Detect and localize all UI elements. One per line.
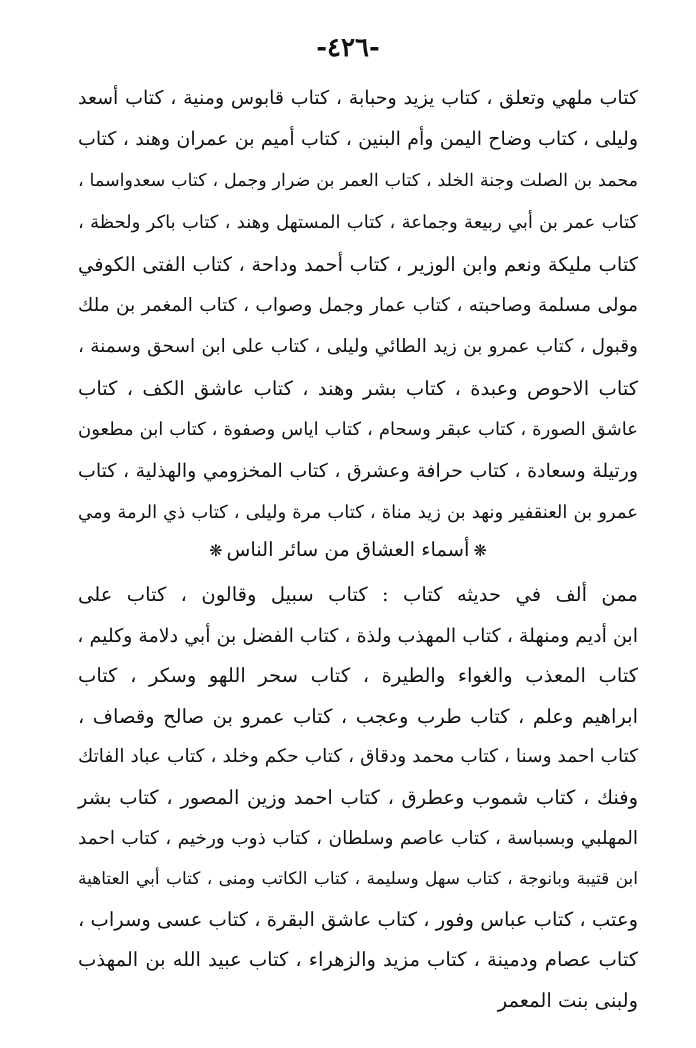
text-line: المهلبي وبسباسة ، كتاب عاصم وسلطان ، كتاب ذوب ورخيم ، كتاب احمد bbox=[78, 827, 638, 849]
text-line: كتاب احمد وسنا ، كتاب محمد ودقاق ، كتاب حكم وخلد ، كتاب عباد الفاتك bbox=[78, 746, 638, 768]
text-line: ابراهيم وعلم ، كتاب طرب وعجب ، كتاب عمرو بن صالح وقصاف ، bbox=[78, 704, 638, 728]
text-line: ورتيلة وسعادة ، كتاب حرافة وعشرق ، كتاب المخزومي والهذلية ، كتاب bbox=[78, 459, 638, 482]
text-line: كتاب مليكة ونعم وابن الوزير ، كتاب أحمد وداحة ، كتاب الفتى الكوفي bbox=[78, 252, 638, 276]
section-heading-text: أسماء العشاق من سائر الناس bbox=[226, 538, 470, 561]
page-number: -٤٢٦- bbox=[316, 33, 380, 63]
text-line: عمرو بن العنقفير ونهد بن زيد مناة ، كتاب مرة وليلى ، كتاب ذي الرمة ومي bbox=[78, 501, 638, 523]
ornament-icon: ❋ bbox=[473, 541, 487, 560]
text-line: ابن قتيبة وبانوجة ، كتاب سهل وسليمة ، كتاب الكاتب ومنى ، كتاب أبي العتاهية bbox=[78, 869, 638, 890]
paragraph-book-titles bbox=[78, 78, 638, 533]
ornament-icon: ❋ bbox=[209, 541, 223, 560]
section-heading bbox=[0, 532, 696, 569]
text-line: محمد بن الصلت وجنة الخلد ، كتاب العمر بن ضرار وجمل ، كتاب سعدواسما ، bbox=[78, 170, 638, 191]
text-line: مولى مسلمة وصاحبته ، كتاب عمار وجمل وصواب ، كتاب المغمر بن ملك bbox=[78, 294, 638, 316]
text-line: كتاب عمر بن أبي ربيعة وجماعة ، كتاب المستهل وهند ، كتاب باكر ولحظة ، bbox=[78, 212, 638, 234]
text-line: وفنك ، كتاب شموب وعطرق ، كتاب احمد وزين المصور ، كتاب بشر bbox=[78, 785, 638, 809]
text-line: كتاب ملهي وتعلق ، كتاب يزيد وحبابة ، كتاب قابوس ومنية ، كتاب أسعد bbox=[78, 87, 638, 109]
text-line: كتاب الاحوص وعبدة ، كتاب بشر وهند ، كتاب عاشق الكف ، كتاب bbox=[78, 376, 638, 400]
text-line: كتاب المعذب والغواء والطيرة ، كتاب سحر اللهو وسكر ، كتاب bbox=[78, 664, 638, 688]
paragraph-lovers-books bbox=[78, 575, 638, 1022]
text-line: ابن أديم ومنهلة ، كتاب المهذب ولذة ، كتاب الفضل بن أبي دلامة وكليم ، bbox=[77, 624, 638, 647]
text-line: وليلى ، كتاب وضاح اليمن وأم البنين ، كتاب أميم بن عمران وهند ، كتاب bbox=[78, 128, 638, 151]
text-line: وعتب ، كتاب عباس وفور ، كتاب عاشق البقرة ، كتاب عسى وسراب ، bbox=[78, 907, 638, 931]
text-line: ولبنى بنت المعمر bbox=[497, 988, 638, 1012]
text-line: ممن ألف في حديثه كتاب : كتاب سبيل وقالون ، كتاب على bbox=[78, 583, 638, 606]
text-line: وقبول ، كتاب عمرو بن زيد الطائي وليلى ، كتاب على ابن اسحق وسمنة ، bbox=[78, 336, 638, 358]
text-line: كتاب عصام ودمينة ، كتاب مزيد والزهراء ، كتاب عبيد الله بن المهذب bbox=[78, 948, 638, 972]
text-line: عاشق الصورة ، كتاب عبقر وسحام ، كتاب اياس وصفوة ، كتاب ابن مطعون bbox=[78, 419, 638, 441]
